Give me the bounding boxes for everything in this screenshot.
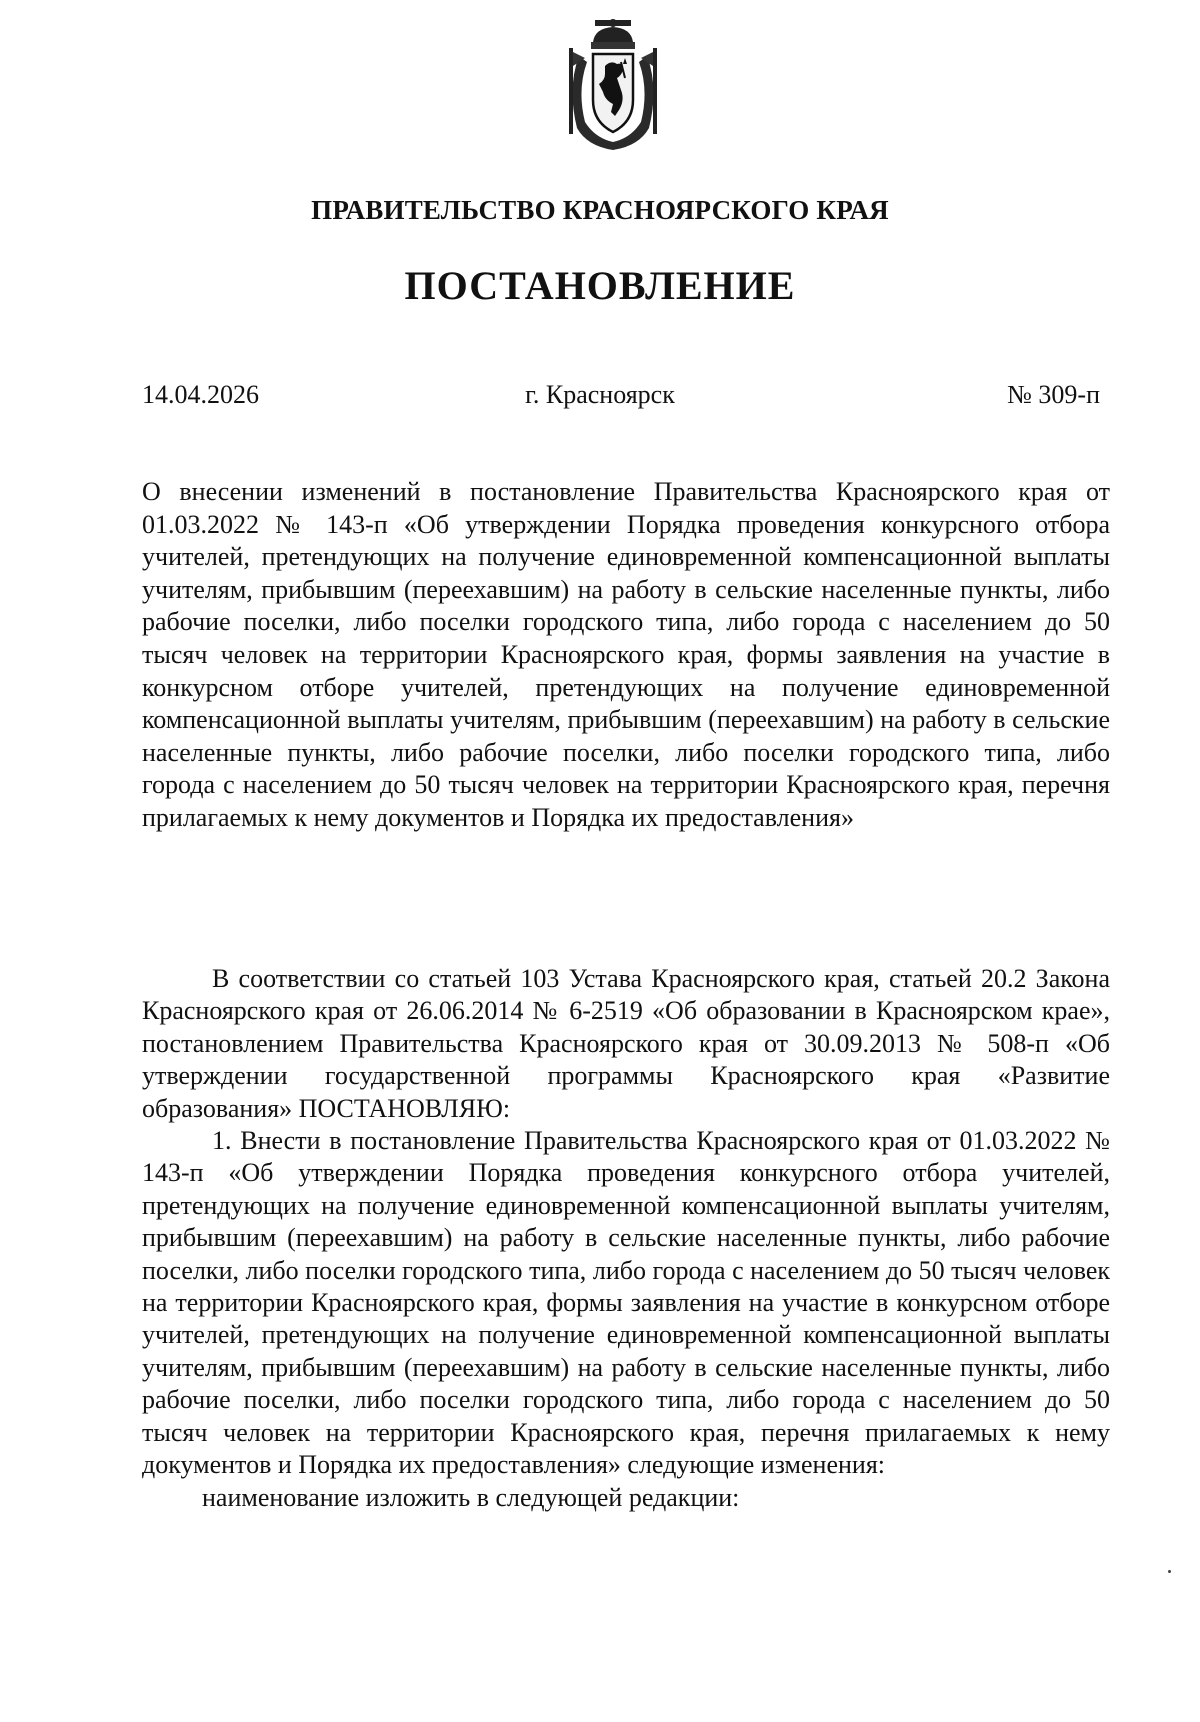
document-subject-title: О внесении изменений в постановление Правительства Красноярского края от 01.03.2022 № 143-п «Об утверждении Порядка проведения конкурсного отбора учителей, претендующих на получение единовременной компенсационной выплаты учителям, прибывшим (переехавшим) на работу в сельские населенные пункты, либо рабочие поселки, либо поселки городского типа, либо города с населением до 50 тысяч человек на территории Красноярского края, формы заявления на участие в конкурсном отборе учителей, претендующих на получение единовременной компенсационной выплаты учителям, прибывшим (переехавшим) на работу в сельские населенные пункты, либо рабочие поселки, либо поселки городского типа, либо города с населением до 50 тысяч человек на территории Красноярского края, перечня прилагаемых к нему документов и Порядка их предоставления» <box>142 477 1110 832</box>
item-1-paragraph: 1. Внести в постановление Правительства Красноярского края от 01.03.2022 № 143-п «Об утверждении Порядка проведения конкурсного отбора учителей, претендующих на получение единовременной компенсационной выплаты учителям, прибывшим (переехавшим) на работу в сельские населенные пункты, либо рабочие поселки, либо поселки городского типа, либо города с населением до 50 тысяч человек на территории Красноярского края, формы заявления на участие в конкурсном отборе учителей, претендующих на получение единовременной компенсационной выплаты учителям, прибывшим (переехавшим) на работу в сельские населенные пункты, либо рабочие поселки, либо поселки городского типа, либо города с населением до 50 тысяч человек на территории Красноярского края, перечня прилагаемых к нему документов и Порядка их предоставления» следующие изменения: <box>142 1126 1110 1480</box>
scan-artifact-dot <box>1168 1570 1171 1573</box>
government-name: ПРАВИТЕЛЬСТВО КРАСНОЯРСКОГО КРАЯ <box>311 195 889 225</box>
document-city: г. Красноярск <box>525 380 675 409</box>
document-date: 14.04.2026 <box>142 380 259 409</box>
document-body <box>142 963 1110 1514</box>
item-1-sub-paragraph: наименование изложить в следующей редакции: <box>202 1482 740 1512</box>
preamble-paragraph: В соответствии со статьей 103 Устава Красноярского края, статьей 20.2 Закона Красноярского края от 26.06.2014 № 6-2519 «Об образовании в Красноярском крае», постановлением Правительства Красноярского края от 30.09.2013 № 508-п «Об утверждении государственной программы Красноярского края «Развитие образования» ПОСТАНОВЛЯЮ: <box>142 964 1110 1123</box>
coat-of-arms-icon <box>565 18 661 154</box>
document-number: № 309-п <box>1007 380 1100 409</box>
document-type-title: ПОСТАНОВЛЕНИЕ <box>404 263 796 308</box>
